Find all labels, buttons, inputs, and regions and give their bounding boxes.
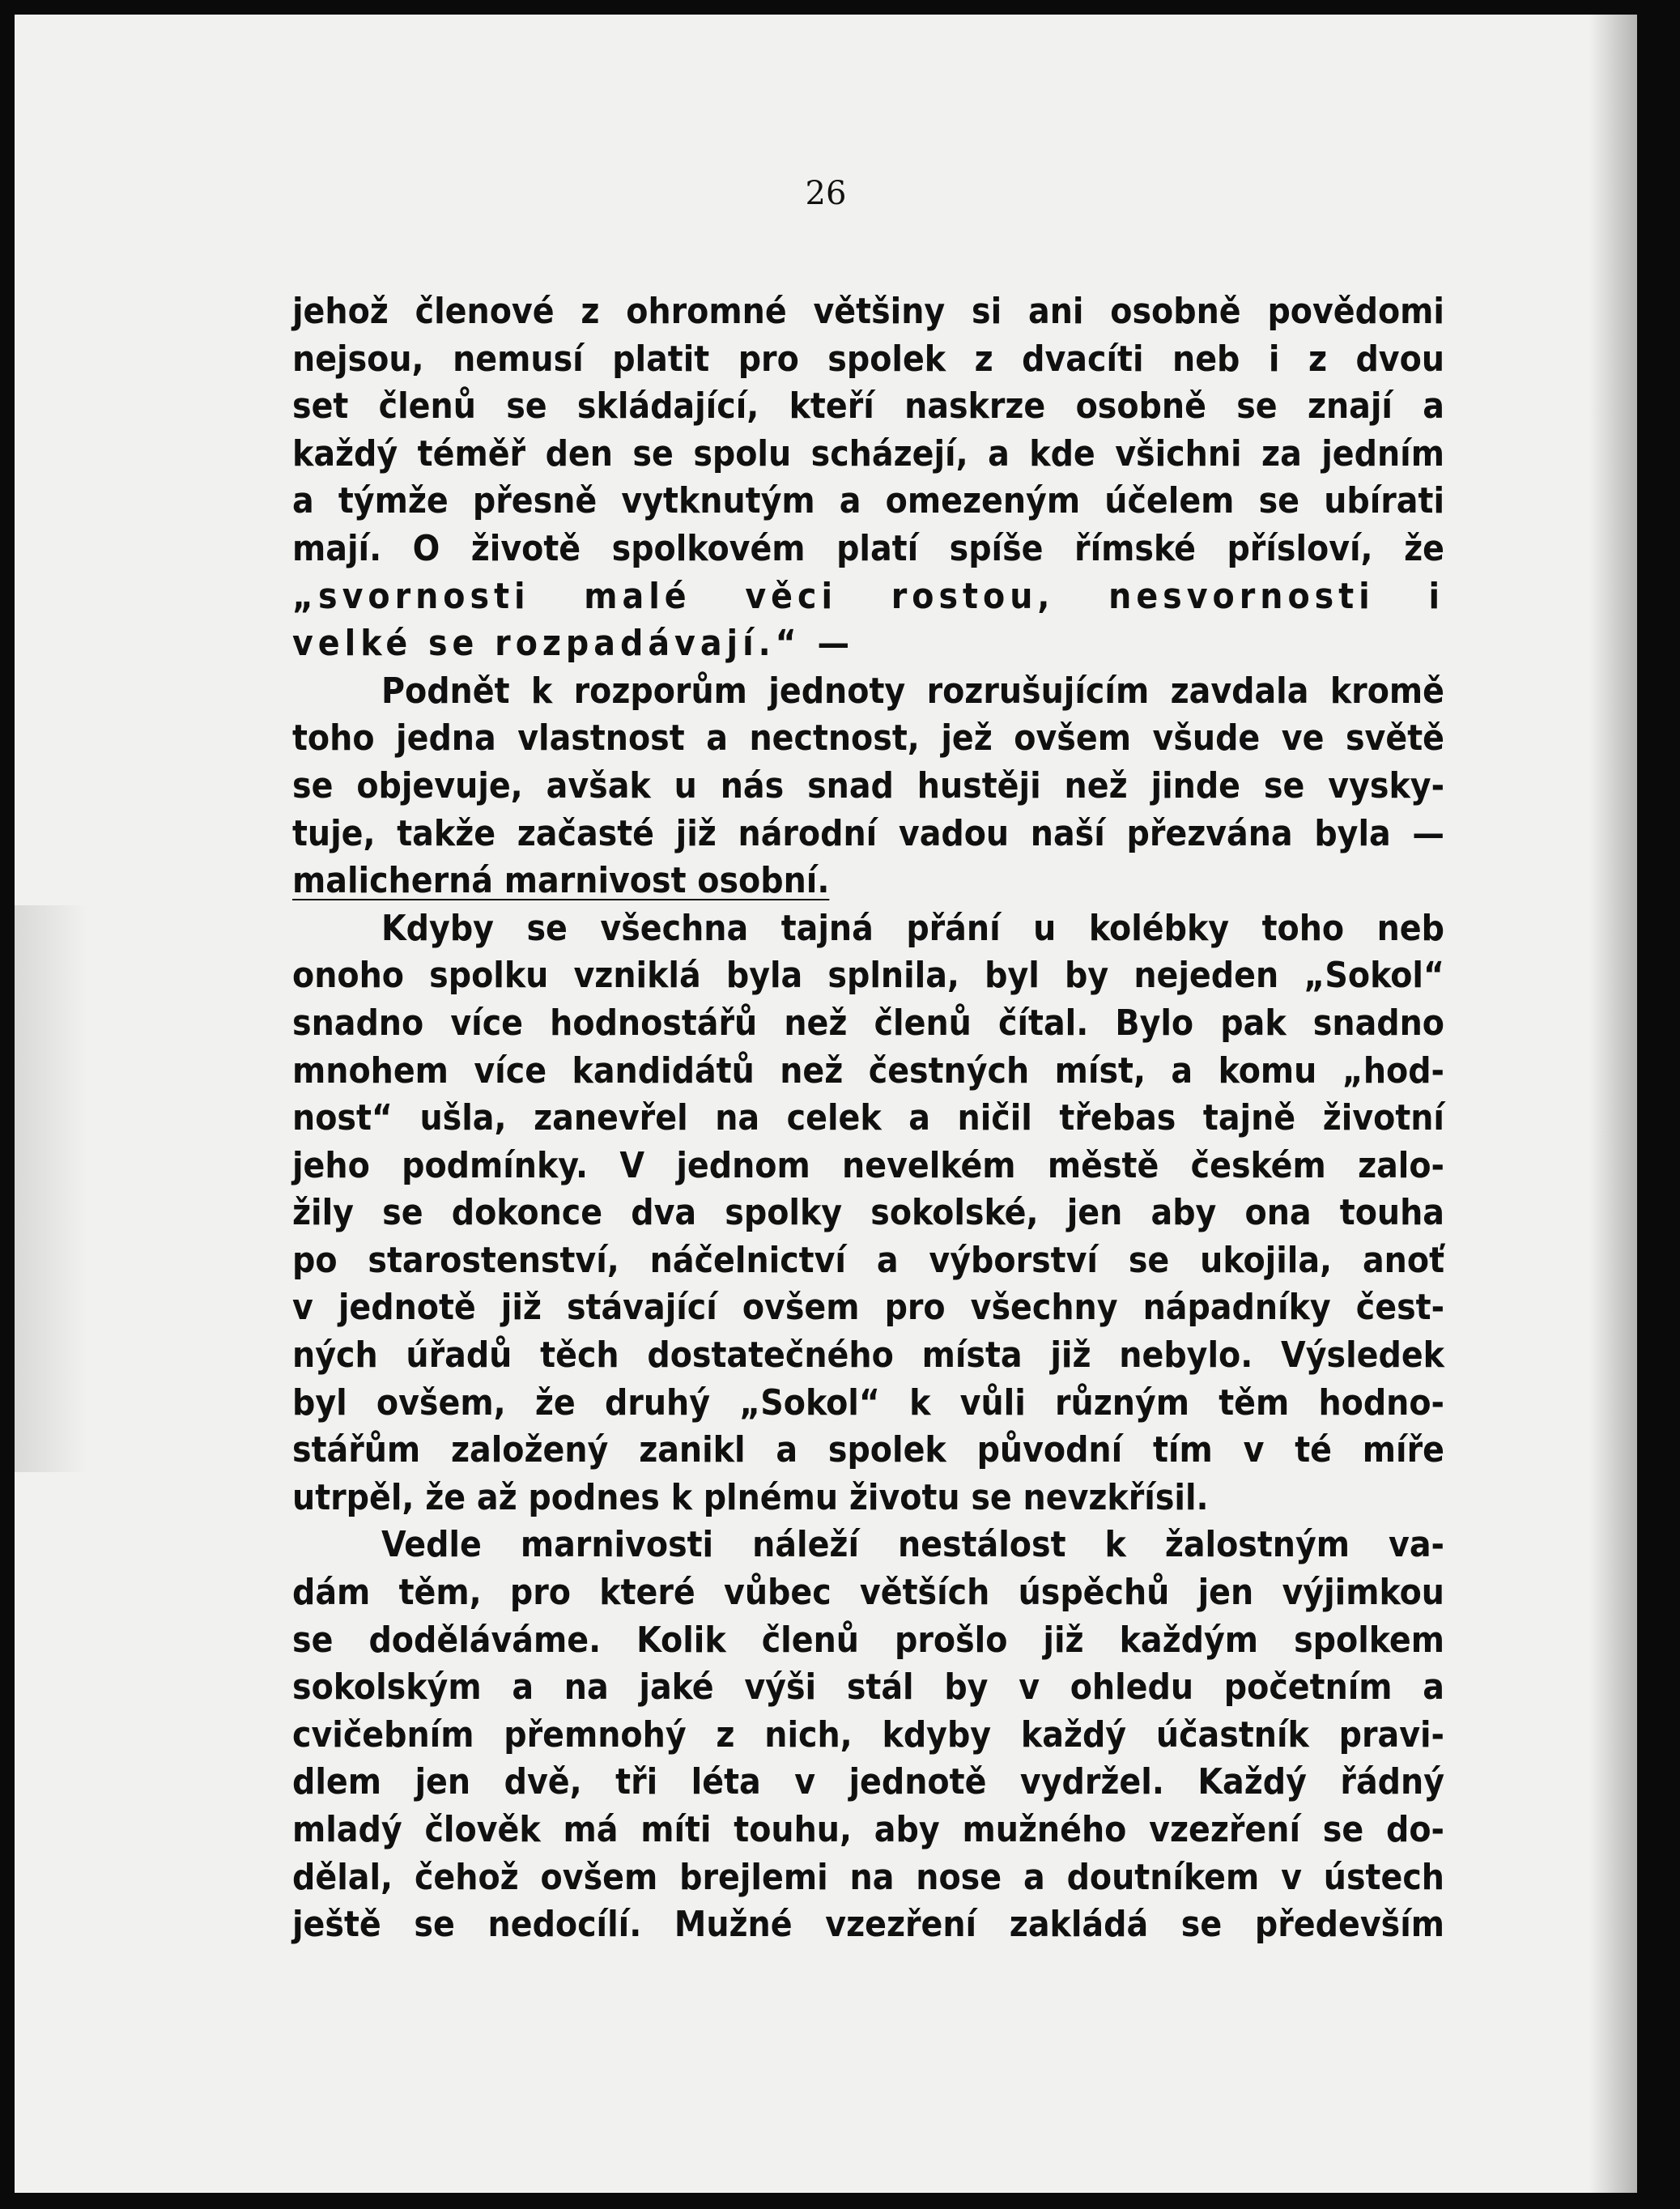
text-line: velké se rozpadávají.“ —: [292, 623, 855, 665]
body-text: [292, 288, 1444, 1949]
text-line: v jednotě již stávající ovšem pro všechny nápadníky čest-: [292, 1287, 1444, 1329]
page-number: 26: [805, 175, 847, 212]
paragraph-start-line: Vedle marnivosti náleží nestálost k žalostným va-: [381, 1524, 1444, 1566]
text-line: sokolským a na jaké výši stál by v ohledu početním a: [292, 1666, 1444, 1709]
text-line: se doděláváme. Kolik členů prošlo již každým spolkem: [292, 1619, 1444, 1661]
text-line: onoho spolku vzniklá byla splnila, byl by nejeden „Sokol“: [292, 955, 1444, 997]
text-line: utrpěl, že až podnes k plnému životu se nevzkřísil.: [292, 1476, 1209, 1518]
text-line: snadno více hodnostářů než členů čítal. Bylo pak snadno: [292, 1002, 1444, 1044]
book-page: [15, 15, 1637, 2193]
text-line: žily se dokonce dva spolky sokolské, jen aby ona touha: [292, 1192, 1444, 1234]
text-line: jeho podmínky. V jednom nevelkém městě českém zalo-: [292, 1144, 1444, 1186]
text-line: cvičebním přemnohý z nich, kdyby každý účastník pravi-: [292, 1713, 1444, 1756]
underlined-line: malicherná marnivost osobní.: [292, 860, 830, 902]
text-line: po starostenství, náčelnictví a výborství se ukojila, anoť: [292, 1239, 1444, 1281]
text-line: toho jedna vlastnost a nectnost, jež ovšem všude ve světě: [292, 717, 1444, 760]
text-line: ných úřadů těch dostatečného místa již nebylo. Výsledek: [292, 1334, 1444, 1377]
text-line: mají. O životě spolkovém platí spíše římské přísloví, že: [292, 527, 1444, 569]
text-line: stářům založený zanikl a spolek původní tím v té míře: [292, 1429, 1444, 1471]
text-line: mnohem více kandidátů než čestných míst, a komu „hod-: [292, 1049, 1444, 1092]
paragraph-start-line: Podnět k rozporům jednoty rozrušujícím zavdala kromě: [381, 670, 1444, 712]
text-line: nejsou, nemusí platit pro spolek z dvacíti neb i z dvou: [292, 338, 1444, 380]
text-line: tuje, takže začasté již národní vadou naší přezvána byla —: [292, 812, 1444, 854]
page-shadow: [15, 905, 87, 1472]
text-line: každý téměř den se spolu scházejí, a kde všichni za jedním: [292, 432, 1444, 475]
text-line: byl ovšem, že druhý „Sokol“ k vůli různým těm hodno-: [292, 1381, 1444, 1424]
text-line: set členů se skládající, kteří naskrze osobně se znají a: [292, 385, 1444, 428]
text-line: dám těm, pro které vůbec větších úspěchů jen výjimkou: [292, 1572, 1444, 1614]
text-line: dlem jen dvě, tři léta v jednotě vydržel. Každý řádný: [292, 1761, 1444, 1803]
text-line: jehož členové z ohromné většiny si ani osobně povědomi: [292, 291, 1444, 332]
text-line: ještě se nedocílí. Mužné vzezření zakládá se především: [292, 1904, 1444, 1946]
text-line: nost“ ušla, zanevřel na celek a ničil třebas tajně životní: [292, 1097, 1444, 1139]
text-line: a týmže přesně vytknutým a omezeným účelem se ubírati: [292, 480, 1444, 522]
text-line: se objevuje, avšak u nás snad hustěji než jinde se vysky-: [292, 764, 1444, 807]
text-line: dělal, čehož ovšem brejlemi na nose a doutníkem v ústech: [292, 1856, 1444, 1898]
page-edge: [1589, 15, 1637, 2193]
text-line: „svornosti malé věci rostou, nesvornosti i: [292, 575, 1444, 617]
paragraph-start-line: Kdyby se všechna tajná přání u kolébky toho neb: [381, 907, 1444, 949]
text-line: mladý člověk má míti touhu, aby mužného vzezření se do-: [292, 1809, 1444, 1850]
